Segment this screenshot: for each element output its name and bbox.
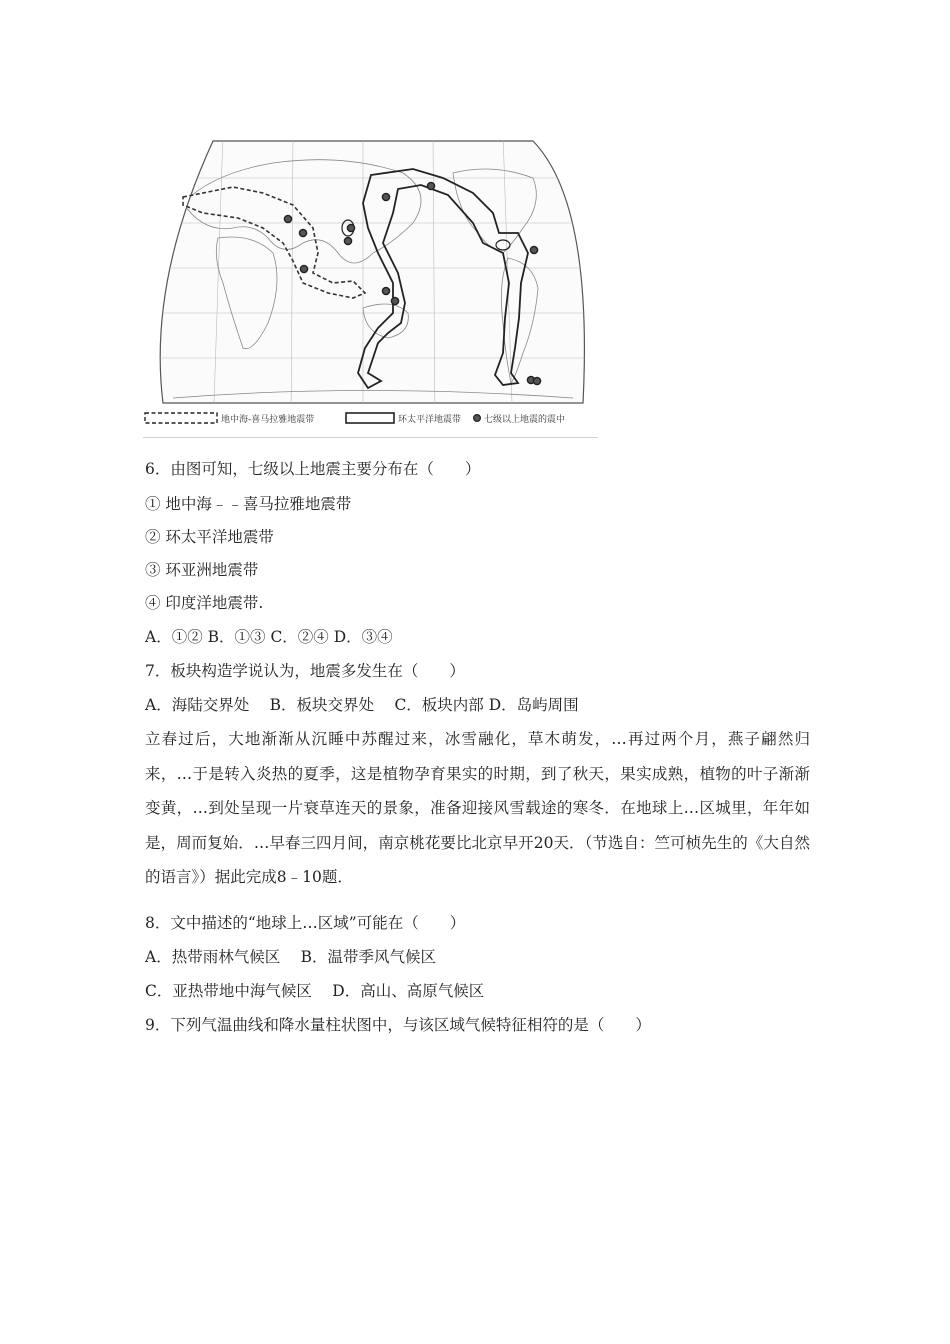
epicenter-marker [299,229,306,236]
figure-divider [143,437,598,438]
legend-dot-swatch [474,415,481,422]
epicenter-marker [391,297,398,304]
q9-stem: 9．下列气温曲线和降水量柱状图中，与该区域气候特征相符的是（ ） [145,1016,651,1034]
q7-stem: 7．板块构造学说认为，地震多发生在（ ） [145,662,465,680]
q7-options: A．海陆交界处 B．板块交界处 C．板块内部 D．岛屿周围 [145,696,579,714]
map-legend [145,413,565,425]
q6-stem: 6．由图可知，七级以上地震主要分布在（ ） [145,460,481,478]
epicenter-marker [347,224,354,231]
q8-stem: 8．文中描述的“地球上…区域”可能在（ ） [145,914,466,932]
earthquake-belt-map [143,133,598,440]
reading-passage: 立春过后，大地渐渐从沉睡中苏醒过来，冰雪融化，草木萌发，…再过两个月，燕子翩然归来，…于是转入炎热的夏季，这是植物孕育果实的时期，到了秋天，果实成熟，植物的叶子渐渐变黄，…到处呈现一片衰草连天的景象，准备迎接风雪载途的寒冬．在地球上…区城里，年年如是，周而复始．…早春三四月间，南京桃花要比北京早开20天．（节选自：竺可桢先生的《大自然的语言》）据此完成8﹣10题． [145,730,810,886]
q8-options-row2: C．亚热带地中海气候区 D．高山、高原气候区 [145,982,485,1000]
epicenter-marker [533,377,540,384]
q6-item-4: ④ 印度洋地震带. [145,594,264,612]
legend-dashed-swatch [145,413,217,423]
epicenter-marker [300,265,307,272]
epicenter-marker [382,193,389,200]
legend-solid-swatch [346,413,394,423]
q6-item-2: ② 环太平洋地震带 [145,528,274,546]
q6-item-1: ① 地中海﹣﹣喜马拉雅地震带 [145,495,352,513]
q8-options-row1: A．热带雨林气候区 B．温带季风气候区 [145,948,437,966]
q6-item-3: ③ 环亚洲地震带 [145,561,259,579]
epicenter-marker [344,237,351,244]
epicenter-marker [382,287,389,294]
world-map-svg [143,133,598,440]
legend-label-pacific: 环太平洋地震带 [398,415,462,425]
q6-options: A．①② B．①③ C．②④ D．③④ [145,628,393,646]
legend-label-mediterranean: 地中海-喜马拉雅地震带 [221,415,315,425]
epicenter-marker [530,246,537,253]
epicenter-marker [427,182,434,189]
map-frame [160,141,584,403]
legend-label-epicenter: 七级以上地震的震中 [484,415,566,425]
epicenter-marker [284,215,291,222]
